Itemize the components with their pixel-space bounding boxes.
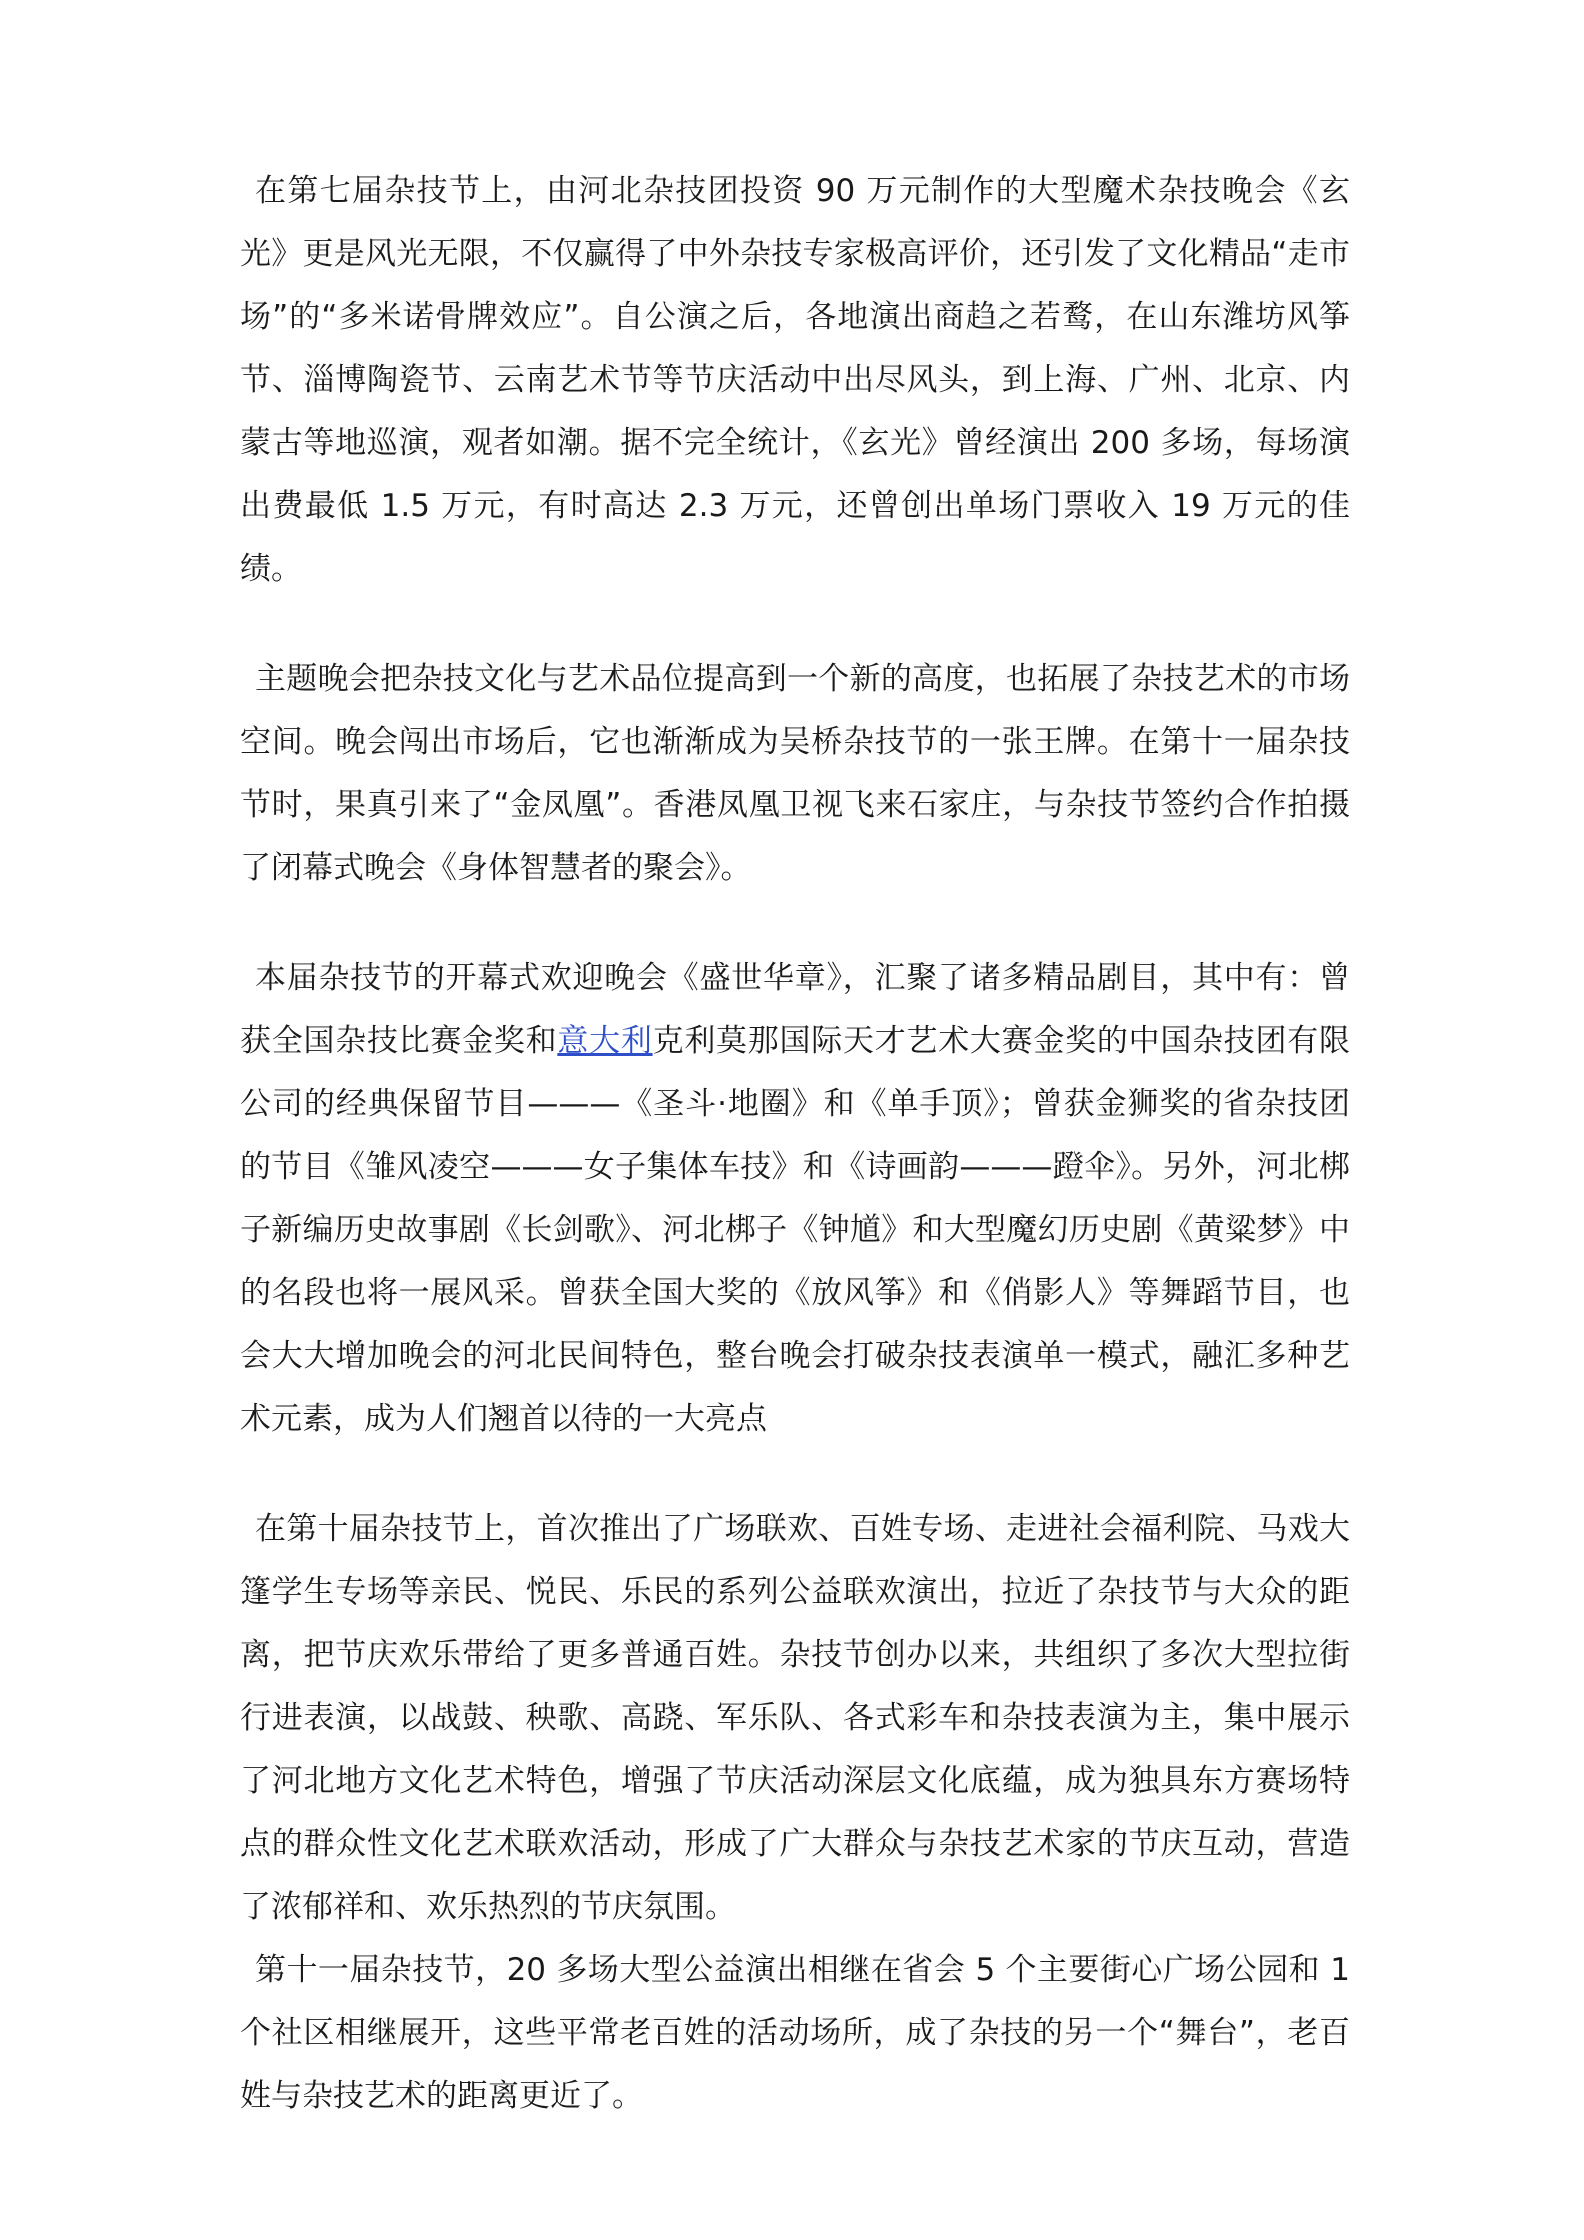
paragraph-2: 主题晚会把杂技文化与艺术品位提高到一个新的高度，也拓展了杂技艺术的市场空间。晚会闯出市场后，它也渐渐成为吴桥杂技节的一张王牌。在第十一届杂技节时，果真引来了“金凤凰”。香港凤凰卫视飞来石家庄，与杂技节签约合作拍摄了闭幕式晚会《身体智慧者的聚会》。 <box>240 661 1350 886</box>
paragraph-3-text-before-link: 本届杂技节的开幕式欢迎晚会《盛世华章》，汇聚了诸多精品剧目，其中有：曾获全国杂技比赛金奖和 <box>240 960 1350 1059</box>
paragraph-4: 在第十届杂技节上，首次推出了广场联欢、百姓专场、走进社会福利院、马戏大篷学生专场等亲民、悦民、乐民的系列公益联欢演出，拉近了杂技节与大众的距离，把节庆欢乐带给了更多普通百姓。杂技节创办以来，共组织了多次大型拉街行进表演，以战鼓、秧歌、高跷、军乐队、各式彩车和杂技表演为主，集中展示了河北地方文化艺术特色，增强了节庆活动深层文化底蕴，成为独具东方赛场特点的群众性文化艺术联欢活动，形成了广大群众与杂技艺术家的节庆互动，营造了浓郁祥和、欢乐热烈的节庆氛围。 <box>240 1511 1350 1925</box>
paragraph-3 <box>240 947 1350 1451</box>
paragraph-3-text-after-link: 克利莫那国际天才艺术大赛金奖的中国杂技团有限公司的经典保留节目———《圣斗·地圈》和《单手顶》；曾获金狮奖的省杂技团的节目《雏风凌空———女子集体车技》和《诗画韵———蹬伞》。另外，河北梆子新编历史故事剧《长剑歌》、河北梆子《钟馗》和大型魔幻历史剧《黄粱梦》中的名段也将一展风采。曾获全国大奖的《放风筝》和《俏影人》等舞蹈节目，也会大大增加晚会的河北民间特色，整台晚会打破杂技表演单一模式，融汇多种艺术元素，成为人们翘首以待的一大亮点 <box>240 1023 1351 1437</box>
document-body <box>240 160 1350 2128</box>
paragraph-1: 在第七届杂技节上，由河北杂技团投资 90 万元制作的大型魔术杂技晚会《玄光》更是风光无限，不仅赢得了中外杂技专家极高评价，还引发了文化精品“走市场”的“多米诺骨牌效应”。自公演之后，各地演出商趋之若鹜，在山东潍坊风筝节、淄博陶瓷节、云南艺术节等节庆活动中出尽风头，到上海、广州、北京、内蒙古等地巡演，观者如潮。据不完全统计，《玄光》曾经演出 200 多场，每场演出费最低 1.5 万元，有时高达 2.3 万元，还曾创出单场门票收入 19 万元的佳绩。 <box>240 173 1350 587</box>
italy-link[interactable]: 意大利 <box>557 1023 653 1059</box>
paragraph-5: 第十一届杂技节，20 多场大型公益演出相继在省会 5 个主要街心广场公园和 1 个社区相继展开，这些平常老百姓的活动场所，成了杂技的另一个“舞台”，老百姓与杂技艺术的距离更近了。 <box>240 1952 1350 2114</box>
